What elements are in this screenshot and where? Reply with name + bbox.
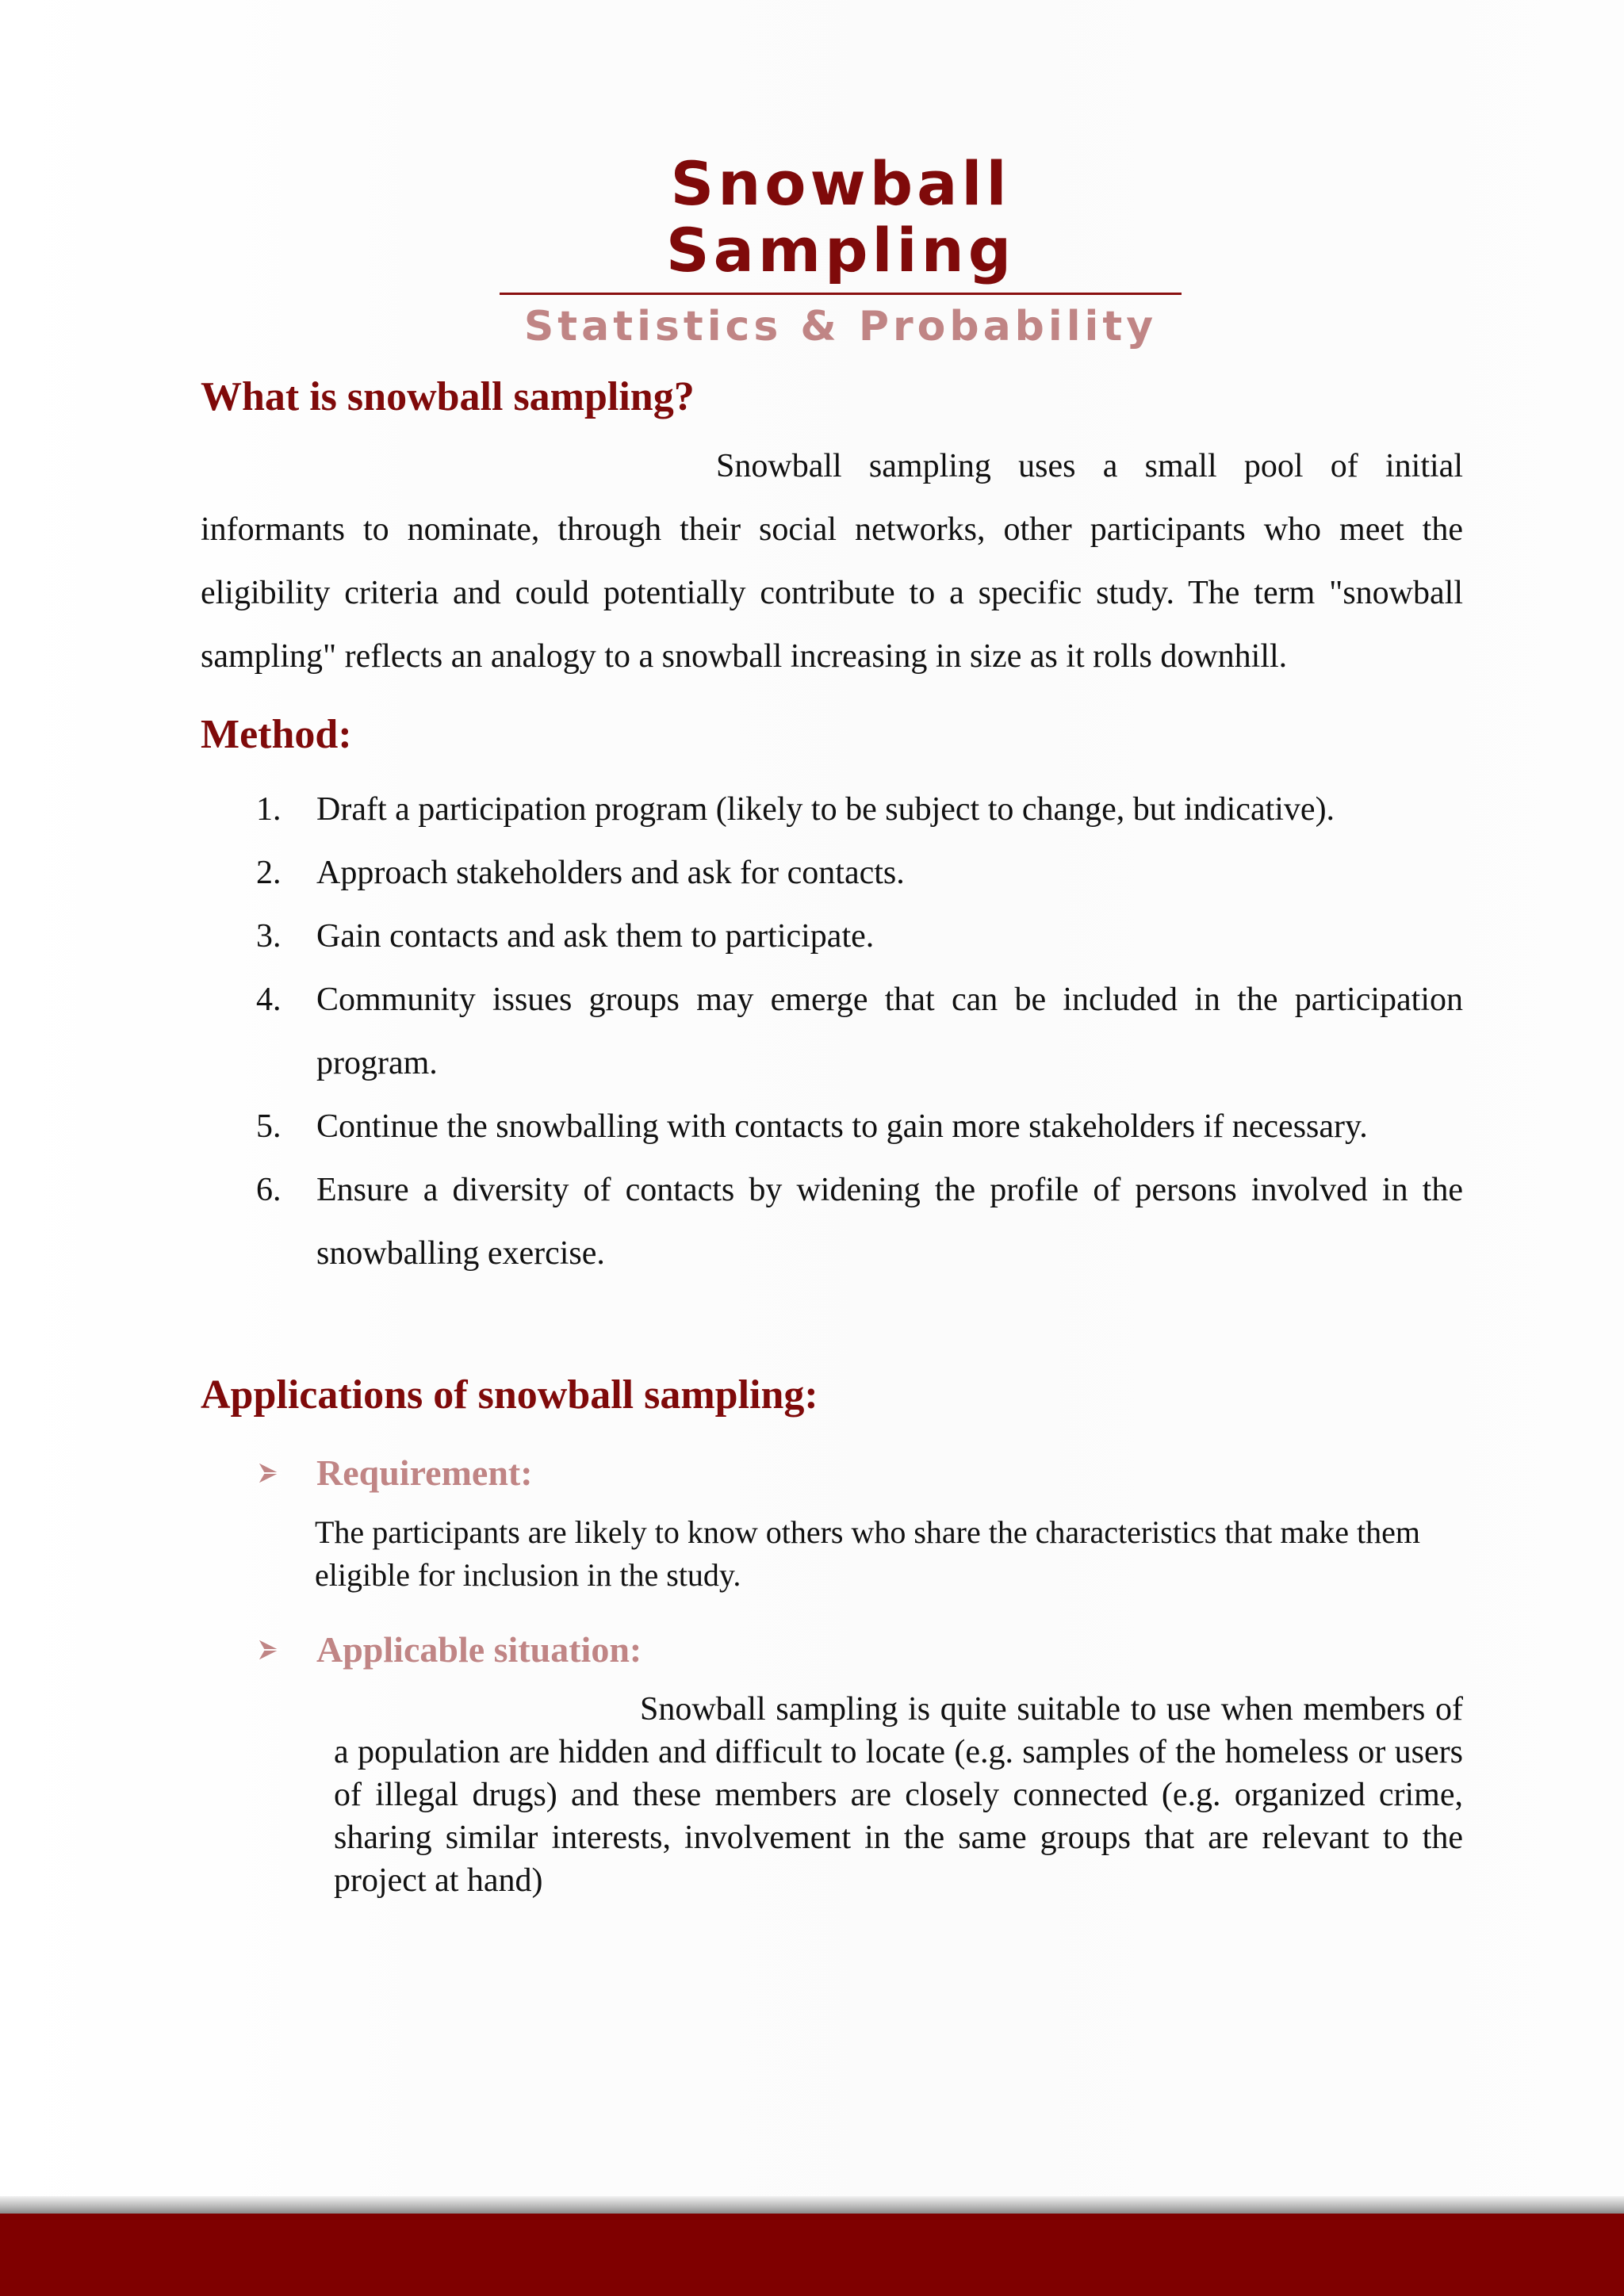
title-divider [500,293,1182,295]
situation-body: Snowball sampling is quite suitable to use when members of a population are hidden and difficult to locate (e.g. samples of the homeless or users of illegal drugs) and these members are closely connected (e.g. organized crime, sharing similar interests, involvement in the same groups that are relevant to the project at hand) [334,1691,1463,1900]
method-steps-list [201,778,1463,1285]
method-step [201,841,1463,905]
step-number: 4. [256,981,282,1018]
method-step [201,1158,1463,1285]
method-step [201,1095,1463,1158]
requirement-body: The participants are likely to know others who share the characteristics that make them eligible for inclusion in the study. [315,1514,1420,1594]
step-number: 5. [256,1108,282,1145]
section-heading-applications: Applications of snowball sampling: [201,1372,818,1418]
step-text: Ensure a diversity of contacts by widening the profile of persons involved in the snowballing exercise. [316,1171,1463,1272]
step-number: 6. [256,1171,282,1208]
arrow-bullet-icon [201,1637,316,1663]
step-text: Community issues groups may emerge that can be included in the participation program. [316,981,1463,1081]
application-requirement [201,1452,1463,1494]
requirement-label: Requirement: [316,1452,533,1494]
step-text: Approach stakeholders and ask for contacts. [316,854,905,891]
title-block [500,148,1182,351]
main-content [201,373,1463,1902]
page-subtitle: Statistics & Probability [523,303,1158,351]
footer-bar [0,2214,1624,2296]
section-body-what: Snowball sampling uses a small pool of initial informants to nominate, through their social networks, other participants who meet the eligibility criteria and could potentially contribute to a specific study. The term "snowball sampling" reflects an analogy to a snowball increasing in size as it rolls downhill. [201,448,1463,675]
situation-label: Applicable situation: [316,1629,642,1670]
method-step [201,968,1463,1095]
arrow-bullet-icon [201,1460,316,1486]
section-heading-what: What is snowball sampling? [201,374,695,419]
page-title: Snowball Sampling [665,148,1016,285]
method-step [201,905,1463,968]
step-number: 3. [256,917,282,955]
method-step [201,778,1463,841]
step-text: Draft a participation program (likely to be subject to change, but indicative). [316,790,1335,828]
application-situation [201,1628,1463,1670]
step-number: 2. [256,854,282,891]
footer-shadow [0,2196,1624,2214]
step-text: Gain contacts and ask them to participate. [316,917,875,955]
section-heading-method: Method: [201,712,352,758]
step-number: 1. [256,790,282,828]
step-text: Continue the snowballing with contacts to gain more stakeholders if necessary. [316,1108,1368,1145]
